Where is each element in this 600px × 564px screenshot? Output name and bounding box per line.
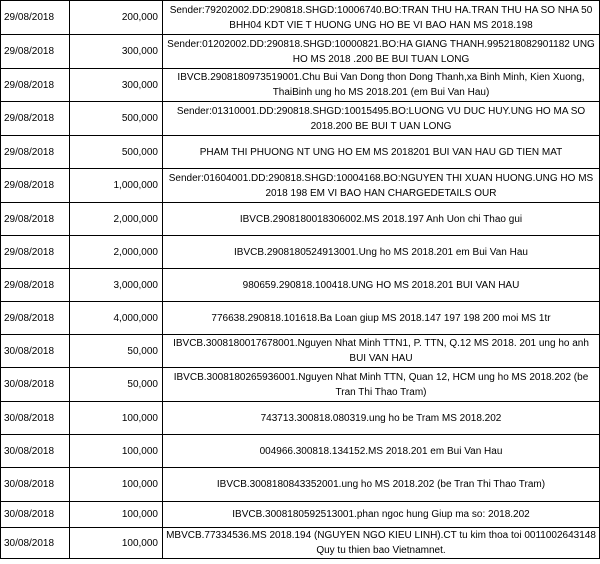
row-date: 29/08/2018 [1,269,70,302]
table-row [1,528,600,559]
row-date: 29/08/2018 [1,1,70,35]
table-row [1,335,600,368]
table-body [1,1,600,559]
row-date: 30/08/2018 [1,368,70,402]
row-date: 29/08/2018 [1,102,70,136]
row-amount: 100,000 [70,468,163,502]
row-description: IBVCB.3008180592513001.phan ngoc hung Giup ma so: 2018.202 [163,502,600,528]
row-description: PHAM THI PHUONG NT UNG HO EM MS 2018201 BUI VAN HAU GD TIEN MAT [163,136,600,169]
table-row [1,368,600,402]
row-description: IBVCB.2908180524913001.Ung ho MS 2018.201 em Bui Van Hau [163,236,600,269]
table-row [1,302,600,335]
row-description: 743713.300818.080319.ung ho be Tram MS 2018.202 [163,402,600,435]
table-row [1,136,600,169]
row-date: 30/08/2018 [1,528,70,559]
row-date: 30/08/2018 [1,435,70,468]
table-row [1,402,600,435]
row-description: Sender:79202002.DD:290818.SHGD:10006740.BO:TRAN THU HA.TRAN THU HA SO NHA 50 BHH04 KDT VIE T HUONG UNG HO BE VI BAO HAN MS 2018.198 [163,1,600,35]
row-description: Sender:01604001.DD:290818.SHGD:10004168.BO:NGUYEN THI XUAN HUONG.UNG HO MS 2018 198 EM VI BAO HAN CHARGEDETAILS OUR [163,169,600,203]
row-amount: 300,000 [70,35,163,69]
table-row [1,169,600,203]
row-date: 29/08/2018 [1,69,70,102]
row-amount: 100,000 [70,402,163,435]
table-row [1,502,600,528]
table-row [1,269,600,302]
row-amount: 1,000,000 [70,169,163,203]
row-amount: 2,000,000 [70,236,163,269]
table-row [1,203,600,236]
row-description: 980659.290818.100418.UNG HO MS 2018.201 BUI VAN HAU [163,269,600,302]
row-amount: 100,000 [70,528,163,559]
table-row [1,102,600,136]
row-description: IBVCB.3008180017678001.Nguyen Nhat Minh TTN1, P. TTN, Q.12 MS 2018. 201 ung ho anh BUI VAN HAU [163,335,600,368]
row-description: MBVCB.77334536.MS 2018.194 (NGUYEN NGO KIEU LINH).CT tu kim thoa toi 0011002643148 Quy tu thien bao Vietnamnet. [163,528,600,559]
row-amount: 2,000,000 [70,203,163,236]
row-amount: 200,000 [70,1,163,35]
table-row [1,435,600,468]
row-description: IBVCB.3008180843352001.ung ho MS 2018.202 (be Tran Thi Thao Tram) [163,468,600,502]
row-description: 776638.290818.101618.Ba Loan giup MS 2018.147 197 198 200 moi MS 1tr [163,302,600,335]
row-date: 30/08/2018 [1,335,70,368]
row-amount: 3,000,000 [70,269,163,302]
table-row [1,35,600,69]
row-description: IBVCB.2908180018306002.MS 2018.197 Anh Uon chi Thao gui [163,203,600,236]
table-row [1,236,600,269]
row-date: 29/08/2018 [1,203,70,236]
row-amount: 100,000 [70,435,163,468]
table-row [1,468,600,502]
row-amount: 500,000 [70,136,163,169]
row-amount: 50,000 [70,335,163,368]
row-description: IBVCB.2908180973519001.Chu Bui Van Dong thon Dong Thanh,xa Binh Minh, Kien Xuong, ThaiBinh ung ho MS 2018.201 (em Bui Van Hau) [163,69,600,102]
row-description: 004966.300818.134152.MS 2018.201 em Bui Van Hau [163,435,600,468]
row-date: 30/08/2018 [1,502,70,528]
row-description: IBVCB.3008180265936001.Nguyen Nhat Minh TTN, Quan 12, HCM ung ho MS 2018.202 (be Tran Thi Thao Tram) [163,368,600,402]
row-description: Sender:01310001.DD:290818.SHGD:10015495.BO:LUONG VU DUC HUY.UNG HO MA SO 2018.200 BE BUI T UAN LONG [163,102,600,136]
row-date: 30/08/2018 [1,468,70,502]
row-amount: 100,000 [70,502,163,528]
row-date: 29/08/2018 [1,302,70,335]
row-date: 30/08/2018 [1,402,70,435]
row-amount: 50,000 [70,368,163,402]
row-date: 29/08/2018 [1,35,70,69]
row-amount: 500,000 [70,102,163,136]
row-amount: 300,000 [70,69,163,102]
row-description: Sender:01202002.DD:290818.SHGD:10000821.BO:HA GIANG THANH.995218082901182 UNG HO MS 2018 .200 BE BUI TUAN LONG [163,35,600,69]
table-row [1,1,600,35]
table-row [1,69,600,102]
row-date: 29/08/2018 [1,236,70,269]
row-date: 29/08/2018 [1,136,70,169]
row-amount: 4,000,000 [70,302,163,335]
row-date: 29/08/2018 [1,169,70,203]
